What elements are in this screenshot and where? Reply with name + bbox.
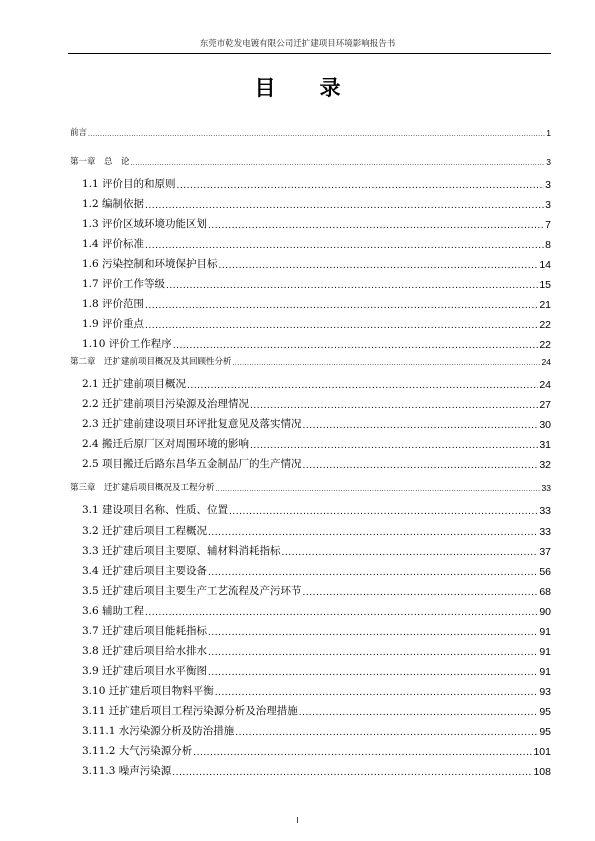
toc-entry[interactable] <box>82 723 551 738</box>
toc-dot-leader <box>208 221 544 231</box>
toc-entry-label: 3.11.2 大气污染源分析 <box>82 745 193 757</box>
toc-dot-leader <box>193 748 532 758</box>
toc-entry-page: 27 <box>539 399 551 411</box>
toc-entry-label: 2.3 迁扩建前建设项目环评批复意见及落实情况 <box>82 418 302 430</box>
toc-entry-label: 第三章 迁扩建后项目概况及工程分析 <box>70 483 215 493</box>
toc-dot-leader <box>299 708 539 718</box>
toc-dot-leader <box>145 301 538 311</box>
toc-dot-leader <box>282 548 539 558</box>
toc-entry[interactable] <box>82 763 551 778</box>
toc-dot-leader <box>303 421 539 431</box>
toc-entry[interactable] <box>82 643 551 658</box>
toc-entry-label: 1.9 评价重点 <box>82 318 145 330</box>
toc-entry[interactable] <box>82 456 551 471</box>
toc-entry[interactable] <box>82 523 551 538</box>
toc-entry-page: 22 <box>539 319 551 331</box>
toc-entry-page: 91 <box>539 626 551 638</box>
toc-entry[interactable] <box>82 176 551 191</box>
toc-dot-leader <box>208 568 538 578</box>
toc-dot-leader <box>173 341 539 351</box>
toc-entry[interactable] <box>82 583 551 598</box>
toc-entry[interactable] <box>70 481 551 493</box>
toc-entry-label: 3.6 辅助工程 <box>82 605 145 617</box>
toc-entry[interactable] <box>82 196 551 211</box>
toc-entry[interactable] <box>82 502 551 517</box>
toc-dot-leader <box>88 131 545 138</box>
toc-entry-label: 1.6 污染控制和环境保护目标 <box>82 258 218 270</box>
toc-entry[interactable] <box>82 296 551 311</box>
toc-entry-page: 101 <box>533 746 551 758</box>
toc-entry-page: 1 <box>546 128 551 138</box>
toc-entry-page: 7 <box>545 219 551 231</box>
toc-dot-leader <box>172 768 532 778</box>
toc-dot-leader <box>303 588 539 598</box>
toc-entry[interactable] <box>82 663 551 678</box>
toc-entry[interactable] <box>82 743 551 758</box>
toc-entry-page: 31 <box>539 439 551 451</box>
toc-dot-leader <box>219 261 539 271</box>
toc-dot-leader <box>145 241 544 251</box>
toc-title: 目录 <box>254 75 385 100</box>
toc-entry-label: 3.2 迁扩建后项目工程概况 <box>82 525 208 537</box>
toc-entry-label: 1.3 评价区域环境功能区划 <box>82 218 208 230</box>
toc-entry[interactable] <box>82 623 551 638</box>
toc-dot-leader <box>208 668 538 678</box>
toc-entry-label: 3.1 建设项目名称、性质、位置 <box>82 504 229 516</box>
toc-entry-page: 30 <box>539 419 551 431</box>
toc-entry-label: 1.8 评价范围 <box>82 298 145 310</box>
toc-entry-label: 3.8 迁扩建后项目给水排水 <box>82 645 208 657</box>
toc-entry-label: 3.10 迁扩建后项目物料平衡 <box>82 685 214 697</box>
toc-entry-label: 1.1 评价目的和原则 <box>82 178 176 190</box>
toc-entry-page: 32 <box>539 459 551 471</box>
toc-dot-leader <box>208 648 538 658</box>
toc-entry-page: 93 <box>539 686 551 698</box>
toc-entry-page: 14 <box>539 259 551 271</box>
toc-entry[interactable] <box>70 155 551 167</box>
toc-entry[interactable] <box>82 216 551 231</box>
toc-dot-leader <box>216 486 541 493</box>
toc-entry-page: 33 <box>539 505 551 517</box>
toc-entry-page: 91 <box>539 666 551 678</box>
toc-entry-label: 2.4 搬迁后原厂区对周围环境的影响 <box>82 438 250 450</box>
toc-entry-label: 2.2 迁扩建前项目污染源及治理情况 <box>82 398 250 410</box>
toc-entry-page: 95 <box>539 726 551 738</box>
toc-dot-leader <box>250 441 538 451</box>
toc-dot-leader <box>208 528 538 538</box>
toc-dot-leader <box>235 728 538 738</box>
toc-dot-leader <box>208 628 538 638</box>
running-header: 东莞市乾发电镀有限公司迁扩建项目环境影响报告书 <box>199 39 396 49</box>
toc-entry-page: 15 <box>539 279 551 291</box>
toc-entry[interactable] <box>82 603 551 618</box>
toc-entry[interactable] <box>82 336 551 351</box>
toc-entry-label: 3.9 迁扩建后项目水平衡图 <box>82 665 208 677</box>
toc-entry[interactable] <box>82 543 551 558</box>
toc-dot-leader <box>233 360 541 367</box>
toc-entry-page: 8 <box>545 239 551 251</box>
toc-entry[interactable] <box>70 355 551 367</box>
toc-entry-page: 24 <box>539 379 551 391</box>
toc-entry-page: 3 <box>545 179 551 191</box>
toc-entry[interactable] <box>82 563 551 578</box>
toc-entry-label: 2.5 项目搬迁后路东昌华五金制品厂的生产情况 <box>82 458 302 470</box>
toc-entry-label: 1.2 编制依据 <box>82 198 145 210</box>
toc-entry-label: 1.4 评价标准 <box>82 238 145 250</box>
toc-entry[interactable] <box>82 256 551 271</box>
toc-entry-page: 56 <box>539 566 551 578</box>
toc-entry-label: 第二章 迁扩建前项目概况及其回顾性分析 <box>70 357 232 367</box>
toc-entry-label: 2.1 迁扩建前项目概况 <box>82 378 187 390</box>
toc-dot-leader <box>250 401 538 411</box>
toc-entry-page: 24 <box>541 357 551 367</box>
toc-entry[interactable] <box>82 436 551 451</box>
toc-entry[interactable] <box>70 126 551 138</box>
toc-entry-label: 3.7 迁扩建后项目能耗指标 <box>82 625 208 637</box>
toc-dot-leader <box>145 201 544 211</box>
toc-entry-page: 33 <box>539 526 551 538</box>
toc-entry[interactable] <box>82 396 551 411</box>
toc-entry-page: 3 <box>546 157 551 167</box>
toc-entry-label: 3.11.1 水污染源分析及防治措施 <box>82 725 235 737</box>
toc-entry-label: 3.11.3 噪声污染源 <box>82 765 172 777</box>
toc-entry-page: 21 <box>539 299 551 311</box>
toc-entry-label: 1.7 评价工作等级 <box>82 278 166 290</box>
toc-entry-label: 前言 <box>70 128 88 138</box>
toc-entry-page: 22 <box>539 339 551 351</box>
toc-dot-leader <box>166 281 538 291</box>
toc-entry[interactable] <box>82 316 551 331</box>
toc-entry-page: 3 <box>545 199 551 211</box>
toc-entry-label: 3.5 迁扩建后项目主要生产工艺流程及产污环节 <box>82 585 302 597</box>
toc-entry-page: 33 <box>541 483 551 493</box>
toc-dot-leader <box>303 461 539 471</box>
page-number: I <box>296 816 299 825</box>
toc-entry[interactable] <box>82 236 551 251</box>
toc-entry-page: 108 <box>533 766 551 778</box>
toc-dot-leader <box>145 321 538 331</box>
toc-entry-label: 3.4 迁扩建后项目主要设备 <box>82 565 208 577</box>
toc-entry-label: 3.3 迁扩建后项目主要原、辅材料消耗指标 <box>82 545 281 557</box>
toc-entry-page: 91 <box>539 646 551 658</box>
toc-entry-page: 95 <box>539 706 551 718</box>
toc-entry[interactable] <box>82 703 551 718</box>
toc-entry-page: 68 <box>539 586 551 598</box>
toc-dot-leader <box>131 160 546 167</box>
header-rule <box>68 53 551 54</box>
toc-entry[interactable] <box>82 376 551 391</box>
toc-entry-page: 37 <box>539 546 551 558</box>
toc-dot-leader <box>145 608 538 618</box>
toc-entry-label: 3.11 迁扩建后项目工程污染源分析及治理措施 <box>82 705 298 717</box>
toc-entry-page: 90 <box>539 606 551 618</box>
toc-dot-leader <box>177 181 545 191</box>
toc-dot-leader <box>229 507 538 517</box>
toc-entry[interactable] <box>82 276 551 291</box>
toc-entry-label: 1.10 评价工作程序 <box>82 338 172 350</box>
toc-entry-label: 第一章 总 论 <box>70 157 130 167</box>
toc-entry[interactable] <box>82 683 551 698</box>
toc-dot-leader <box>215 688 539 698</box>
toc-dot-leader <box>187 381 538 391</box>
toc-entry[interactable] <box>82 416 551 431</box>
